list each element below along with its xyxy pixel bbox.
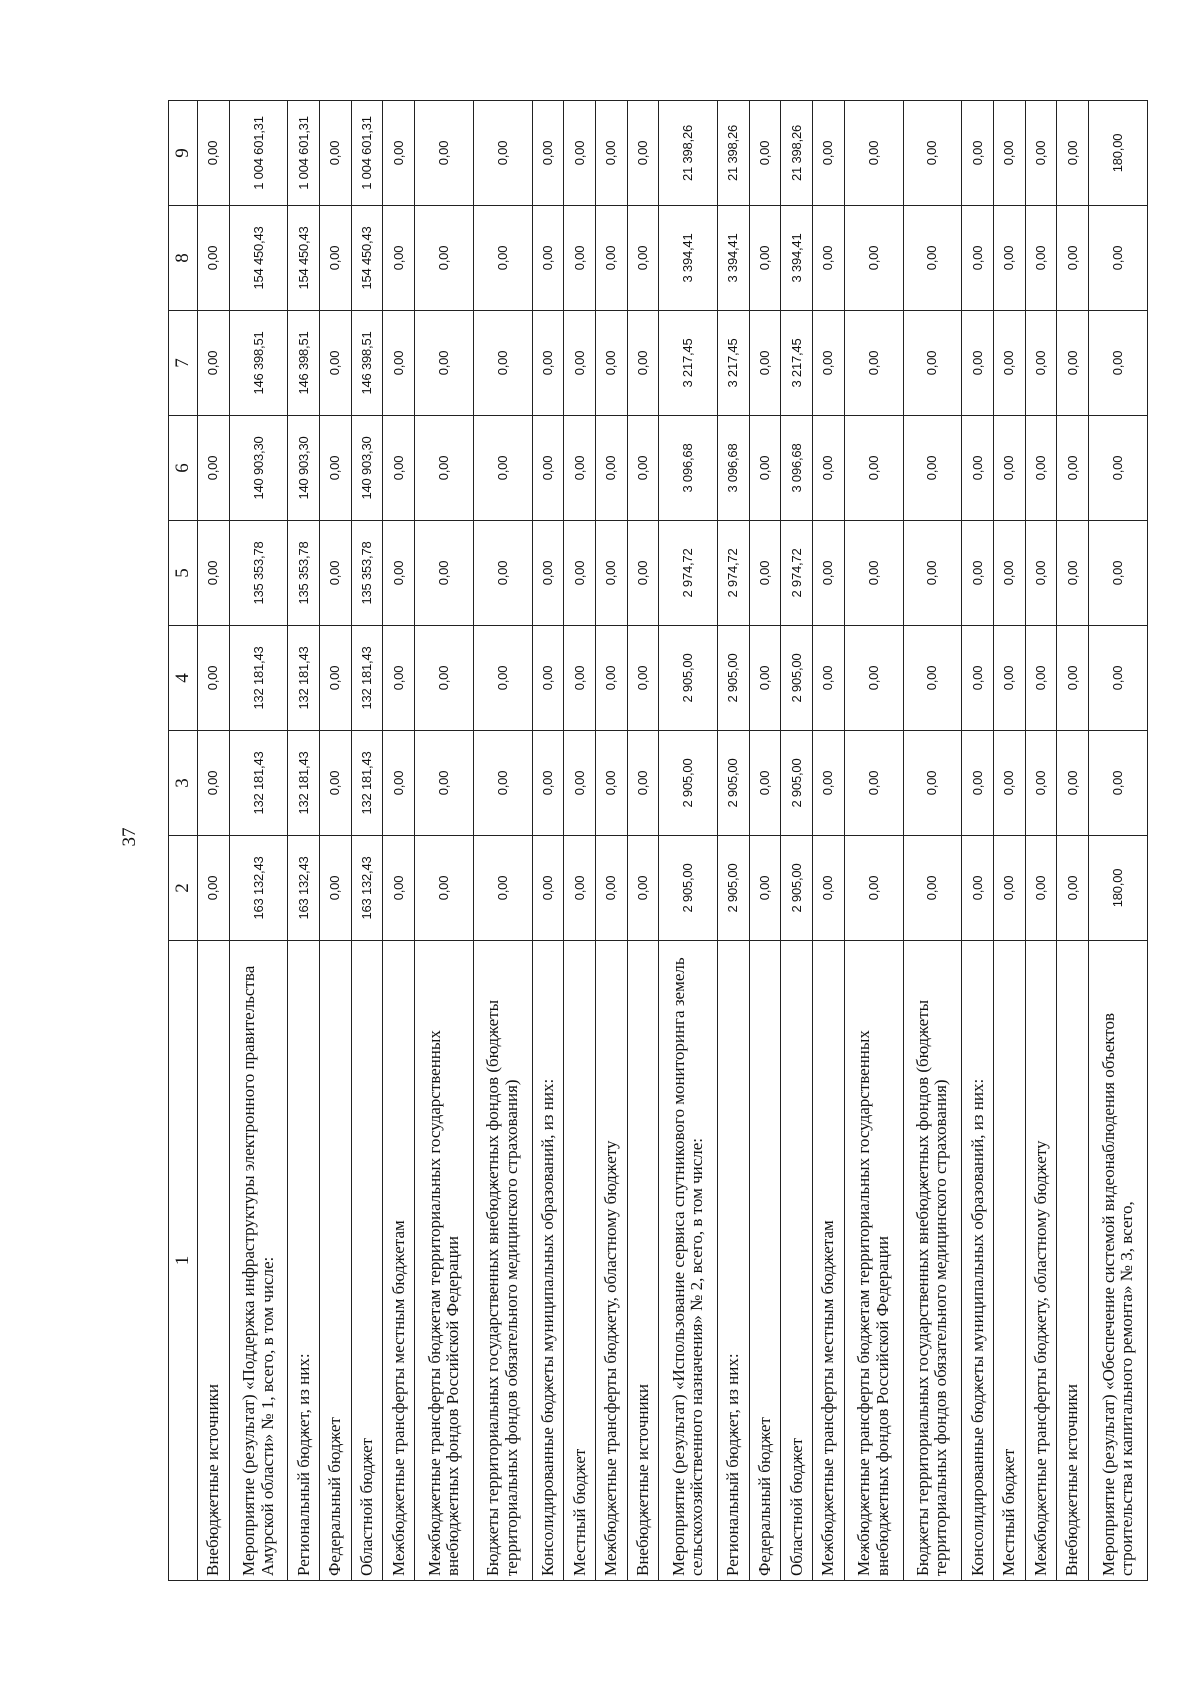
row-value: 0,00 (596, 416, 628, 521)
row-value: 0,00 (1025, 311, 1057, 416)
row-value: 0,00 (473, 101, 532, 206)
row-value: 146 398,51 (288, 311, 320, 416)
row-value: 146 398,51 (229, 311, 288, 416)
row-value: 2 905,00 (659, 836, 718, 941)
table-row (962, 101, 994, 1581)
row-value: 0,00 (749, 311, 781, 416)
row-label: Федеральный бюджет (749, 941, 781, 1581)
row-value: 2 974,72 (659, 521, 718, 626)
row-value: 3 394,41 (781, 206, 813, 311)
row-value: 0,00 (813, 626, 845, 731)
row-value: 0,00 (903, 836, 962, 941)
row-value: 0,00 (844, 416, 903, 521)
row-value: 0,00 (962, 101, 994, 206)
row-value: 180,00 (1088, 836, 1147, 941)
row-value: 0,00 (1088, 311, 1147, 416)
row-value: 0,00 (415, 311, 474, 416)
row-value: 0,00 (1088, 416, 1147, 521)
row-value: 0,00 (198, 101, 230, 206)
row-value: 0,00 (903, 206, 962, 311)
row-value: 135 353,78 (229, 521, 288, 626)
row-value: 0,00 (415, 836, 474, 941)
row-value: 0,00 (415, 626, 474, 731)
row-value: 2 905,00 (659, 626, 718, 731)
row-value: 0,00 (383, 206, 415, 311)
row-value: 0,00 (962, 836, 994, 941)
row-value: 0,00 (844, 836, 903, 941)
table-row (351, 101, 383, 1581)
row-value: 0,00 (532, 101, 564, 206)
row-value: 0,00 (1057, 206, 1089, 311)
table-row (198, 101, 230, 1581)
table-row (659, 101, 718, 1581)
row-value: 3 096,68 (718, 416, 750, 521)
row-value: 0,00 (813, 836, 845, 941)
row-value: 0,00 (596, 311, 628, 416)
row-value: 0,00 (749, 416, 781, 521)
row-value: 0,00 (844, 731, 903, 836)
row-value: 0,00 (903, 731, 962, 836)
row-value: 0,00 (596, 731, 628, 836)
row-value: 2 905,00 (659, 731, 718, 836)
row-value: 0,00 (903, 521, 962, 626)
row-value: 0,00 (844, 206, 903, 311)
row-label: Региональный бюджет, из них: (288, 941, 320, 1581)
row-value: 1 004 601,31 (229, 101, 288, 206)
row-value: 0,00 (596, 626, 628, 731)
row-value: 132 181,43 (229, 626, 288, 731)
row-value: 3 096,68 (781, 416, 813, 521)
row-value: 0,00 (994, 101, 1026, 206)
row-value: 0,00 (596, 206, 628, 311)
row-value: 0,00 (903, 416, 962, 521)
table-row (994, 101, 1026, 1581)
row-value: 0,00 (994, 836, 1026, 941)
row-value: 146 398,51 (351, 311, 383, 416)
row-value: 0,00 (1057, 626, 1089, 731)
row-value: 163 132,43 (351, 836, 383, 941)
row-value: 0,00 (813, 416, 845, 521)
row-value: 163 132,43 (229, 836, 288, 941)
row-value: 1 004 601,31 (351, 101, 383, 206)
row-value: 3 096,68 (659, 416, 718, 521)
row-value: 0,00 (1025, 206, 1057, 311)
row-value: 0,00 (596, 836, 628, 941)
table-row (749, 101, 781, 1581)
row-value: 0,00 (532, 206, 564, 311)
row-value: 0,00 (415, 521, 474, 626)
row-value: 2 905,00 (781, 731, 813, 836)
row-value: 0,00 (473, 731, 532, 836)
row-value: 140 903,30 (229, 416, 288, 521)
row-value: 154 450,43 (288, 206, 320, 311)
row-value: 0,00 (1057, 731, 1089, 836)
row-value: 0,00 (532, 836, 564, 941)
column-header-9: 9 (169, 101, 198, 206)
row-value: 0,00 (383, 416, 415, 521)
row-value: 3 217,45 (781, 311, 813, 416)
row-value: 0,00 (627, 731, 659, 836)
page-number: 37 (119, 827, 140, 847)
row-value: 0,00 (532, 521, 564, 626)
row-value: 132 181,43 (351, 731, 383, 836)
table-row (383, 101, 415, 1581)
row-value: 0,00 (813, 731, 845, 836)
row-label: Межбюджетные трансферты местным бюджетам (383, 941, 415, 1581)
row-value: 0,00 (994, 521, 1026, 626)
row-label: Региональный бюджет, из них: (718, 941, 750, 1581)
row-value: 0,00 (962, 626, 994, 731)
row-value: 0,00 (564, 626, 596, 731)
row-value: 0,00 (473, 521, 532, 626)
row-value: 0,00 (383, 311, 415, 416)
row-value: 135 353,78 (351, 521, 383, 626)
row-value: 0,00 (1025, 626, 1057, 731)
row-value: 0,00 (532, 311, 564, 416)
table-body (198, 101, 1148, 1581)
row-value: 0,00 (383, 731, 415, 836)
row-value: 0,00 (994, 206, 1026, 311)
row-value: 0,00 (320, 626, 352, 731)
row-value: 0,00 (473, 416, 532, 521)
row-value: 0,00 (564, 311, 596, 416)
row-value: 0,00 (320, 836, 352, 941)
row-value: 0,00 (627, 311, 659, 416)
table-row (1088, 101, 1147, 1581)
row-value: 0,00 (844, 101, 903, 206)
row-value: 0,00 (383, 101, 415, 206)
row-value: 0,00 (813, 311, 845, 416)
row-value: 2 974,72 (718, 521, 750, 626)
row-value: 140 903,30 (351, 416, 383, 521)
row-label: Внебюджетные источники (627, 941, 659, 1581)
row-label: Консолидированные бюджеты муниципальных образований, из них: (962, 941, 994, 1581)
row-value: 0,00 (415, 206, 474, 311)
row-value: 0,00 (564, 206, 596, 311)
table-row (288, 101, 320, 1581)
row-label: Внебюджетные источники (198, 941, 230, 1581)
row-value: 0,00 (994, 311, 1026, 416)
row-label: Местный бюджет (994, 941, 1026, 1581)
table-row (415, 101, 474, 1581)
column-header-6: 6 (169, 416, 198, 521)
row-value: 0,00 (627, 416, 659, 521)
row-value: 154 450,43 (229, 206, 288, 311)
budget-table (168, 100, 1148, 1581)
row-value: 132 181,43 (288, 731, 320, 836)
row-value: 0,00 (844, 626, 903, 731)
row-value: 0,00 (473, 206, 532, 311)
row-value: 0,00 (198, 521, 230, 626)
row-value: 0,00 (198, 626, 230, 731)
row-value: 0,00 (596, 521, 628, 626)
row-label: Межбюджетные трансферты бюджетам территориальных государственных внебюджетных фондов Российской Федерации (415, 941, 474, 1581)
row-value: 1 004 601,31 (288, 101, 320, 206)
row-value: 0,00 (198, 731, 230, 836)
row-value: 2 974,72 (781, 521, 813, 626)
row-label: Межбюджетные трансферты бюджету, областному бюджету (596, 941, 628, 1581)
row-value: 0,00 (320, 101, 352, 206)
row-value: 0,00 (627, 101, 659, 206)
table-row (532, 101, 564, 1581)
table-row (1025, 101, 1057, 1581)
row-value: 0,00 (994, 731, 1026, 836)
row-value: 132 181,43 (229, 731, 288, 836)
row-value: 21 398,26 (718, 101, 750, 206)
column-header-3: 3 (169, 731, 198, 836)
table-row (473, 101, 532, 1581)
row-value: 0,00 (813, 206, 845, 311)
row-value: 0,00 (994, 626, 1026, 731)
row-label: Федеральный бюджет (320, 941, 352, 1581)
row-value: 0,00 (627, 521, 659, 626)
row-value: 3 217,45 (659, 311, 718, 416)
column-header-8: 8 (169, 206, 198, 311)
row-value: 0,00 (198, 311, 230, 416)
row-value: 180,00 (1088, 101, 1147, 206)
row-value: 0,00 (415, 101, 474, 206)
row-value: 0,00 (473, 836, 532, 941)
row-value: 0,00 (962, 521, 994, 626)
row-label: Областной бюджет (351, 941, 383, 1581)
row-value: 132 181,43 (351, 626, 383, 731)
row-value: 0,00 (198, 836, 230, 941)
row-value: 0,00 (383, 836, 415, 941)
column-header-5: 5 (169, 521, 198, 626)
row-value: 0,00 (596, 101, 628, 206)
row-value: 135 353,78 (288, 521, 320, 626)
row-value: 0,00 (903, 311, 962, 416)
table-row (320, 101, 352, 1581)
row-value: 0,00 (320, 416, 352, 521)
rotated-page-content (168, 101, 1148, 1581)
row-value: 0,00 (1025, 101, 1057, 206)
row-value: 0,00 (903, 101, 962, 206)
row-value: 0,00 (1025, 416, 1057, 521)
row-value: 0,00 (749, 521, 781, 626)
row-value: 0,00 (749, 101, 781, 206)
row-value: 0,00 (473, 311, 532, 416)
row-value: 0,00 (383, 626, 415, 731)
table-row (1057, 101, 1089, 1581)
row-value: 0,00 (532, 731, 564, 836)
row-value: 2 905,00 (718, 836, 750, 941)
column-header-2: 2 (169, 836, 198, 941)
row-value: 3 394,41 (718, 206, 750, 311)
row-value: 0,00 (1088, 626, 1147, 731)
row-value: 0,00 (415, 731, 474, 836)
row-label: Межбюджетные трансферты бюджетам территориальных государственных внебюджетных фондов Российской Федерации (844, 941, 903, 1581)
row-value: 0,00 (844, 521, 903, 626)
table-row (564, 101, 596, 1581)
row-value: 0,00 (564, 416, 596, 521)
row-value: 0,00 (564, 731, 596, 836)
row-value: 0,00 (383, 521, 415, 626)
row-value: 0,00 (749, 206, 781, 311)
row-label: Бюджеты территориальных государственных внебюджетных фондов (бюджеты территориальных фондов обязательного медицинского страхования) (473, 941, 532, 1581)
row-value: 0,00 (627, 836, 659, 941)
row-value: 0,00 (1057, 101, 1089, 206)
row-value: 0,00 (532, 626, 564, 731)
row-label: Областной бюджет (781, 941, 813, 1581)
row-value: 0,00 (962, 311, 994, 416)
row-value: 0,00 (564, 101, 596, 206)
row-value: 0,00 (564, 836, 596, 941)
row-value: 0,00 (813, 101, 845, 206)
table-row (813, 101, 845, 1581)
row-value: 0,00 (320, 206, 352, 311)
row-value: 0,00 (198, 206, 230, 311)
row-value: 0,00 (903, 626, 962, 731)
row-value: 0,00 (1057, 416, 1089, 521)
table-row (718, 101, 750, 1581)
row-value: 2 905,00 (718, 731, 750, 836)
row-value: 0,00 (1057, 521, 1089, 626)
row-value: 2 905,00 (718, 626, 750, 731)
row-value: 2 905,00 (781, 836, 813, 941)
row-value: 0,00 (564, 521, 596, 626)
row-value: 0,00 (749, 626, 781, 731)
row-value: 21 398,26 (781, 101, 813, 206)
row-value: 0,00 (1025, 521, 1057, 626)
row-value: 163 132,43 (288, 836, 320, 941)
table-row (781, 101, 813, 1581)
row-value: 0,00 (1088, 521, 1147, 626)
row-value: 0,00 (1025, 836, 1057, 941)
row-label: Бюджеты территориальных государственных внебюджетных фондов (бюджеты территориальных фондов обязательного медицинского страхования) (903, 941, 962, 1581)
table-row (844, 101, 903, 1581)
row-value: 0,00 (532, 416, 564, 521)
row-value: 0,00 (813, 521, 845, 626)
row-value: 0,00 (1088, 731, 1147, 836)
row-value: 140 903,30 (288, 416, 320, 521)
row-value: 0,00 (962, 731, 994, 836)
row-label: Мероприятие (результат) «Поддержка инфраструктуры электронного правительства Амурской области» № 1, всего, в том числе: (229, 941, 288, 1581)
row-value: 0,00 (1057, 311, 1089, 416)
row-value: 0,00 (962, 206, 994, 311)
row-value: 0,00 (627, 206, 659, 311)
row-label: Внебюджетные источники (1057, 941, 1089, 1581)
row-value: 0,00 (415, 416, 474, 521)
row-label: Мероприятие (результат) «Обеспечение системой видеонаблюдения объектов строительства и капитального ремонта» № 3, всего, (1088, 941, 1147, 1581)
column-header-1: 1 (169, 941, 198, 1581)
column-header-7: 7 (169, 311, 198, 416)
row-value: 0,00 (198, 416, 230, 521)
row-value: 0,00 (320, 731, 352, 836)
row-value: 0,00 (627, 626, 659, 731)
table-wrapper (168, 101, 1148, 1581)
row-value: 0,00 (994, 416, 1026, 521)
row-value: 0,00 (473, 626, 532, 731)
row-value: 154 450,43 (351, 206, 383, 311)
row-value: 3 217,45 (718, 311, 750, 416)
row-value: 132 181,43 (288, 626, 320, 731)
row-label: Местный бюджет (564, 941, 596, 1581)
row-label: Межбюджетные трансферты местным бюджетам (813, 941, 845, 1581)
row-value: 0,00 (1088, 206, 1147, 311)
row-value: 0,00 (962, 416, 994, 521)
table-row (229, 101, 288, 1581)
table-row (903, 101, 962, 1581)
row-label: Мероприятие (результат) «Использование сервиса спутникового мониторинга земель сельскохозяйственного назначения» № 2, всего, в том числе: (659, 941, 718, 1581)
row-value: 0,00 (320, 521, 352, 626)
row-value: 3 394,41 (659, 206, 718, 311)
row-value: 0,00 (320, 311, 352, 416)
row-value: 0,00 (749, 836, 781, 941)
row-value: 0,00 (1025, 731, 1057, 836)
header-row (169, 101, 198, 1581)
table-row (596, 101, 628, 1581)
row-label: Межбюджетные трансферты бюджету, областному бюджету (1025, 941, 1057, 1581)
row-label: Консолидированные бюджеты муниципальных образований, из них: (532, 941, 564, 1581)
row-value: 0,00 (1057, 836, 1089, 941)
row-value: 0,00 (844, 311, 903, 416)
column-header-4: 4 (169, 626, 198, 731)
row-value: 0,00 (749, 731, 781, 836)
row-value: 21 398,26 (659, 101, 718, 206)
table-row (627, 101, 659, 1581)
row-value: 2 905,00 (781, 626, 813, 731)
